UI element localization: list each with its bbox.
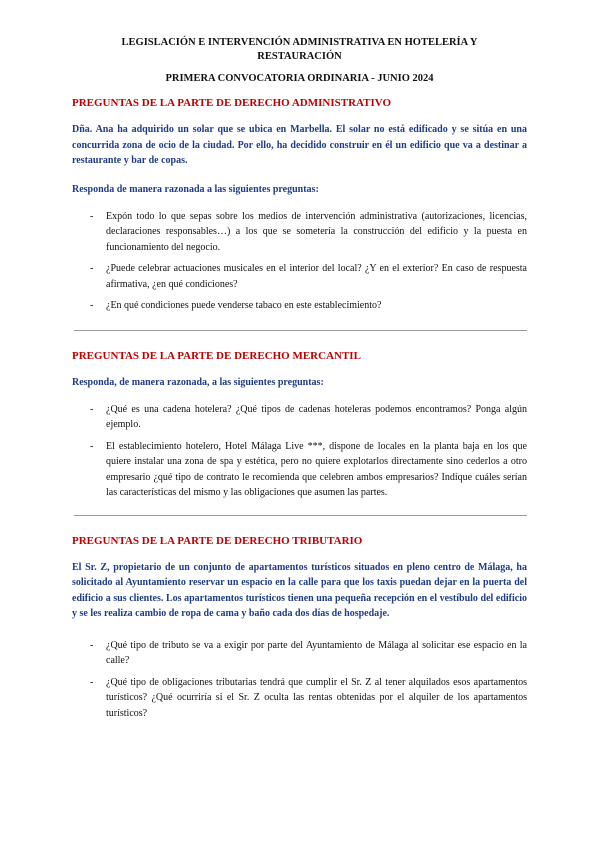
instruction: Responda de manera razonada a las siguientes preguntas: xyxy=(72,183,319,195)
section-heading: PREGUNTAS DE LA PARTE DE DERECHO MERCANTIL xyxy=(72,349,361,362)
question-text: Expón todo lo que sepas sobre los medios de intervención administrativa (autorizaciones, licencias, declaraciones responsables…) a los que se sometería la construcción del edificio y la puesta en funcionamiento del negocio. xyxy=(106,210,527,253)
question-item: - Expón todo lo que sepas sobre los medios de intervención administrativa (autorizaciones, licencias, declaraciones responsables…) a los que se sometería la construcción del edificio y la puesta en funcionamiento del negocio. xyxy=(90,210,527,253)
question-list xyxy=(72,209,527,314)
instruction: Responda, de manera razonada, a las siguientes preguntas: xyxy=(72,376,324,388)
document-subtitle: PRIMERA CONVOCATORIA ORDINARIA - JUNIO 2024 xyxy=(165,73,434,84)
section-administrativo xyxy=(72,96,527,314)
question-item: - ¿Qué tipo de obligaciones tributarias tendrá que cumplir el Sr. Z al tener alquilados esos apartamentos turísticos? ¿Qué ocurriría si el Sr. Z oculta las rentas obtenidas por el alquiler de los apartamentos turísticos? xyxy=(90,676,527,719)
case-statement: El Sr. Z, propietario de un conjunto de apartamentos turísticos situados en pleno centro de Málaga, ha solicitado al Ayuntamiento reservar un espacio en la calle para que los taxis puedan dejar en la puerta del edificio a sus clientes. Los apartamentos turísticos tienen una pequeña recepción en el vestíbulo del edificio y se les realiza cambio de ropa de cama y baño cada dos días de hospedaje. xyxy=(72,561,527,619)
section-divider xyxy=(74,330,527,331)
question-list xyxy=(72,638,527,722)
document-title: LEGISLACIÓN E INTERVENCIÓN ADMINISTRATIVA EN HOTELERÍA Y RESTAURACIÓN xyxy=(121,37,478,62)
question-text: ¿En qué condiciones puede venderse tabaco en este establecimiento? xyxy=(106,300,382,311)
question-text: ¿Qué tipo de tributo se va a exigir por parte del Ayuntamiento de Málaga al solicitar ese espacio en la calle? xyxy=(106,639,527,666)
question-text: ¿Qué es una cadena hotelera? ¿Qué tipos de cadenas hoteleras podemos encontramos? Ponga algún ejemplo. xyxy=(106,403,527,430)
case-statement: Dña. Ana ha adquirido un solar que se ubica en Marbella. El solar no está edificado y se sitúa en una concurrida zona de ocio de la ciudad. Por ello, ha decidido construir en él un edificio que va a destinar a restaurante y bar de copas. xyxy=(72,124,527,166)
question-list xyxy=(72,402,527,501)
document-content xyxy=(72,36,527,727)
section-tributario xyxy=(72,534,527,722)
question-text: El establecimiento hotelero, Hotel Málaga Live ***, dispone de locales en la planta baja en los que quiere instalar una zona de spa y estética, pero no quiere explotarlos directamente sino cederlos a otro empresario ¿qué tipo de contrato le recomienda que celebren ambos empresarios? Indique cuáles serían las características del mismo y las obligaciones que asumen las partes. xyxy=(106,440,527,498)
question-item: - El establecimiento hotelero, Hotel Málaga Live ***, dispone de locales en la planta baja en los que quiere instalar una zona de spa y estética, pero no quiere explotarlos directamente sino cederlos a otro empresario ¿qué tipo de contrato le recomienda que celebren ambos empresarios? Indique cuáles serían las características del mismo y las obligaciones que asumen las partes. xyxy=(90,440,527,498)
question-text: ¿Qué tipo de obligaciones tributarias tendrá que cumplir el Sr. Z al tener alquilados esos apartamentos turísticos? ¿Qué ocurriría si el Sr. Z oculta las rentas obtenidas por el alquiler de los apartamentos turísticos? xyxy=(106,676,527,719)
question-item: - ¿En qué condiciones puede venderse tabaco en este establecimiento? xyxy=(90,300,382,311)
question-item: - ¿Qué es una cadena hotelera? ¿Qué tipos de cadenas hoteleras podemos encontramos? Ponga algún ejemplo. xyxy=(90,403,527,430)
question-item: - ¿Qué tipo de tributo se va a exigir por parte del Ayuntamiento de Málaga al solicitar ese espacio en la calle? xyxy=(90,639,527,666)
section-mercantil xyxy=(72,349,527,501)
section-heading: PREGUNTAS DE LA PARTE DE DERECHO ADMINISTRATIVO xyxy=(72,97,392,109)
question-text: ¿Puede celebrar actuaciones musicales en el interior del local? ¿Y en el exterior? En caso de respuesta afirmativa, ¿en qué condiciones? xyxy=(106,263,527,290)
section-divider xyxy=(74,515,527,516)
section-heading: PREGUNTAS DE LA PARTE DE DERECHO TRIBUTARIO xyxy=(72,534,363,547)
question-item: - ¿Puede celebrar actuaciones musicales en el interior del local? ¿Y en el exterior? En caso de respuesta afirmativa, ¿en qué condiciones? xyxy=(90,263,527,290)
